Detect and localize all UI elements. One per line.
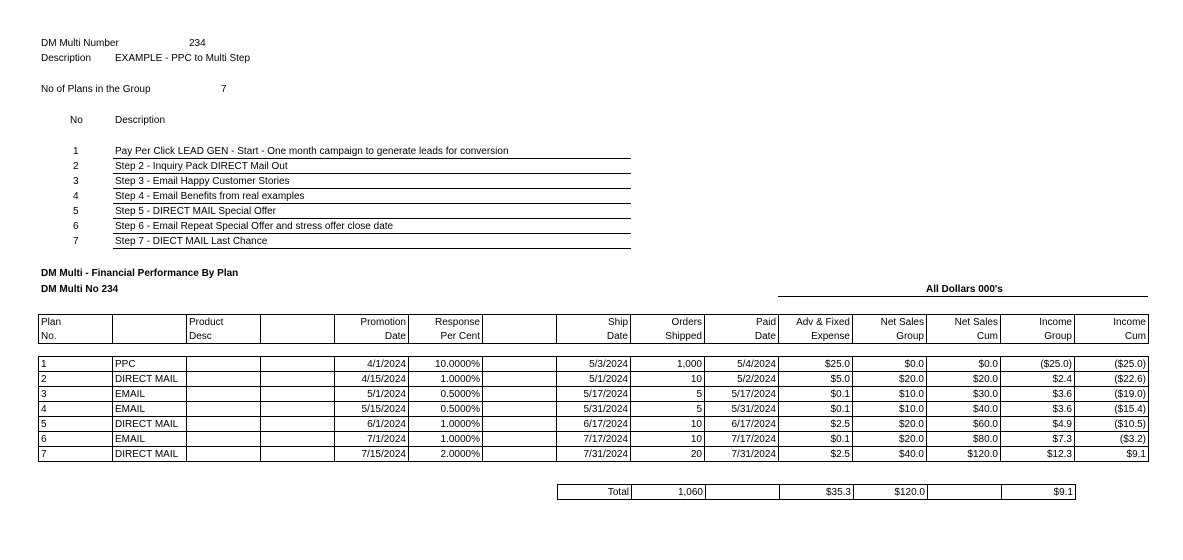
table-row-cell: $10.0 — [853, 402, 927, 417]
plan-list-desc: Step 2 - Inquiry Pack DIRECT Mail Out — [115, 161, 288, 172]
table-row-cell — [261, 357, 335, 372]
table-row-cell: 7/17/2024 — [705, 432, 779, 447]
table-row-cell: 5/31/2024 — [705, 402, 779, 417]
table-row-cell: $20.0 — [853, 417, 927, 432]
table-row-cell: $80.0 — [927, 432, 1001, 447]
table-row-cell: $0.1 — [779, 402, 853, 417]
totals-paid — [706, 485, 780, 500]
table-row-cell: 10 — [631, 432, 705, 447]
table-row — [39, 417, 1149, 432]
table-row-cell: 6/17/2024 — [557, 417, 631, 432]
plans-count-value: 7 — [221, 84, 227, 95]
table-row-cell: 7/17/2024 — [557, 432, 631, 447]
plan-list-desc: Step 7 - DIECT MAIL Last Chance — [115, 236, 268, 247]
spacer-cell — [39, 344, 1149, 357]
table-row-cell — [187, 357, 261, 372]
table-row-cell — [261, 387, 335, 402]
plan-list-no: 7 — [73, 236, 79, 247]
table-row-cell: ($22.6) — [1075, 372, 1149, 387]
table-row-cell: 4 — [39, 402, 113, 417]
table-row-cell: $2.5 — [779, 447, 853, 462]
totals-net-sales-group: $120.0 — [854, 485, 928, 500]
table-row — [39, 447, 1149, 462]
financial-subtitle: DM Multi No 234 — [41, 284, 119, 295]
plan-list-desc-header: Description — [115, 115, 166, 126]
header-row-2-cell: No. — [39, 329, 113, 344]
table-row-cell: 4/1/2024 — [335, 357, 409, 372]
table-row — [39, 387, 1149, 402]
plan-list-underline — [113, 158, 631, 159]
table-row-cell: DIRECT MAIL — [113, 417, 187, 432]
dollars-note-underline — [778, 296, 1148, 297]
plan-list-desc: Step 6 - Email Repeat Special Offer and stress offer close date — [115, 221, 394, 232]
table-row-cell: ($10.5) — [1075, 417, 1149, 432]
table-row-cell — [261, 447, 335, 462]
table-row-cell: 5/15/2024 — [335, 402, 409, 417]
table-row-cell: $0.0 — [927, 357, 1001, 372]
header-row-1-cell — [113, 315, 187, 330]
totals-orders: 1,060 — [632, 485, 706, 500]
plan-list-desc: Step 5 - DIRECT MAIL Special Offer — [115, 206, 276, 217]
table-row-cell: 6 — [39, 432, 113, 447]
plan-list-underline — [113, 248, 631, 249]
table-row-cell — [187, 432, 261, 447]
table-row-cell: 1.0000% — [409, 372, 483, 387]
table-row — [39, 432, 1149, 447]
totals-row — [558, 485, 1076, 500]
table-row-cell: $3.6 — [1001, 402, 1075, 417]
table-row-cell: 1 — [39, 357, 113, 372]
totals-table — [557, 484, 1076, 500]
table-row-cell: 0.5000% — [409, 402, 483, 417]
table-row-cell: 5/3/2024 — [557, 357, 631, 372]
header-row-1-cell: Product — [187, 315, 261, 330]
table-row-cell: 5/31/2024 — [557, 402, 631, 417]
totals-net-sales-cum — [928, 485, 1002, 500]
table-row-cell: DIRECT MAIL — [113, 372, 187, 387]
dm-multi-number-label: DM Multi Number — [41, 38, 119, 49]
table-row-cell: 3 — [39, 387, 113, 402]
header-row-1-cell: Income — [1001, 315, 1075, 330]
table-row-cell: $120.0 — [927, 447, 1001, 462]
header-row-2-cell: Cum — [1075, 329, 1149, 344]
table-row-cell: 20 — [631, 447, 705, 462]
header-row-2-cell: Date — [335, 329, 409, 344]
dm-multi-number-value: 234 — [189, 38, 206, 49]
table-row-cell — [261, 432, 335, 447]
table-row-cell: 5/17/2024 — [705, 387, 779, 402]
table-row-cell: 7/15/2024 — [335, 447, 409, 462]
table-row-cell: $3.6 — [1001, 387, 1075, 402]
header-row-2-cell — [113, 329, 187, 344]
table-row-cell — [187, 417, 261, 432]
table-row-cell: 7/1/2024 — [335, 432, 409, 447]
totals-income-group: $9.1 — [1002, 485, 1076, 500]
table-row — [39, 372, 1149, 387]
header-row-1 — [39, 315, 1149, 330]
table-row-cell — [187, 447, 261, 462]
table-row-cell — [483, 357, 557, 372]
table-row — [39, 357, 1149, 372]
table-row-cell: 5 — [39, 417, 113, 432]
table-row-cell — [483, 402, 557, 417]
plan-list-no: 2 — [73, 161, 79, 172]
totals-adv-fixed: $35.3 — [780, 485, 854, 500]
header-row-2-cell: Cum — [927, 329, 1001, 344]
table-row-cell: $30.0 — [927, 387, 1001, 402]
dollars-note: All Dollars 000's — [926, 284, 1003, 295]
table-row-cell: 6/17/2024 — [705, 417, 779, 432]
plan-list-no: 1 — [73, 146, 79, 157]
table-row-cell: 4/15/2024 — [335, 372, 409, 387]
table-row-cell: ($19.0) — [1075, 387, 1149, 402]
table-row-cell — [483, 372, 557, 387]
table-row-cell: 10 — [631, 417, 705, 432]
header-row-2 — [39, 329, 1149, 344]
financial-table — [38, 314, 1149, 462]
table-row-cell: $0.1 — [779, 432, 853, 447]
table-row-cell: 2.0000% — [409, 447, 483, 462]
plan-list-no: 6 — [73, 221, 79, 232]
table-row-cell: EMAIL — [113, 402, 187, 417]
table-row-cell — [187, 372, 261, 387]
plan-list-desc: Step 3 - Email Happy Customer Stories — [115, 176, 290, 187]
table-row-cell: 7/31/2024 — [557, 447, 631, 462]
table-row-cell — [483, 447, 557, 462]
plan-list-no: 3 — [73, 176, 79, 187]
header-row-2-cell: Group — [1001, 329, 1075, 344]
header-row-1-cell — [483, 315, 557, 330]
table-row-cell: ($25.0) — [1001, 357, 1075, 372]
table-row — [39, 402, 1149, 417]
table-row-cell: 5 — [631, 387, 705, 402]
table-row-cell — [261, 417, 335, 432]
table-row-cell: 10 — [631, 372, 705, 387]
header-row-1-cell: Response — [409, 315, 483, 330]
header-row-1-cell: Paid — [705, 315, 779, 330]
table-row-cell: 5/17/2024 — [557, 387, 631, 402]
table-row-cell: $12.3 — [1001, 447, 1075, 462]
table-row-cell: 1.0000% — [409, 417, 483, 432]
header-row-2-cell — [261, 329, 335, 344]
plan-list-underline — [113, 188, 631, 189]
table-row-cell: $2.5 — [779, 417, 853, 432]
table-row-cell: 10.0000% — [409, 357, 483, 372]
table-row-cell: $10.0 — [853, 387, 927, 402]
plan-list-no: 4 — [73, 191, 79, 202]
description-label: Description — [41, 53, 92, 64]
table-row-cell: 1,000 — [631, 357, 705, 372]
table-row-cell — [483, 387, 557, 402]
plan-list-no-header: No — [70, 115, 83, 126]
table-row-cell: $0.1 — [779, 387, 853, 402]
table-row-cell: $20.0 — [853, 372, 927, 387]
table-row-cell — [187, 387, 261, 402]
table-row-cell: 0.5000% — [409, 387, 483, 402]
table-row-cell: $5.0 — [779, 372, 853, 387]
header-row-2-cell: Date — [557, 329, 631, 344]
table-row-cell: $60.0 — [927, 417, 1001, 432]
plan-list-desc: Pay Per Click LEAD GEN - Start - One month campaign to generate leads for conversion — [115, 146, 509, 157]
table-row-cell — [261, 402, 335, 417]
table-row-cell: DIRECT MAIL — [113, 447, 187, 462]
header-row-2-cell: Group — [853, 329, 927, 344]
table-row-cell: $0.0 — [853, 357, 927, 372]
table-row-cell: ($3.2) — [1075, 432, 1149, 447]
table-row-cell: $20.0 — [927, 372, 1001, 387]
plan-list-underline — [113, 203, 631, 204]
header-row-2-cell: Expense — [779, 329, 853, 344]
header-row-1-cell: Ship — [557, 315, 631, 330]
header-row-1-cell: Adv & Fixed — [779, 315, 853, 330]
header-row-1-cell: Income — [1075, 315, 1149, 330]
table-row-cell: 7 — [39, 447, 113, 462]
table-row-cell: PPC — [113, 357, 187, 372]
table-row-cell — [483, 417, 557, 432]
header-row-1-cell — [261, 315, 335, 330]
plan-list-desc: Step 4 - Email Benefits from real examples — [115, 191, 305, 202]
table-row-cell — [261, 372, 335, 387]
plans-count-label: No of Plans in the Group — [41, 84, 151, 95]
table-row-cell: 7/31/2024 — [705, 447, 779, 462]
table-row-cell: 5/1/2024 — [335, 387, 409, 402]
table-row-cell: 2 — [39, 372, 113, 387]
header-row-1-cell: Orders — [631, 315, 705, 330]
table-row-cell: $40.0 — [853, 447, 927, 462]
table-row-cell: $20.0 — [853, 432, 927, 447]
plan-list-underline — [113, 233, 631, 234]
table-row-cell: $40.0 — [927, 402, 1001, 417]
header-row-2-cell: Desc — [187, 329, 261, 344]
table-row-cell: $2.4 — [1001, 372, 1075, 387]
table-row-cell: ($25.0) — [1075, 357, 1149, 372]
description-value: EXAMPLE - PPC to Multi Step — [115, 53, 251, 64]
header-row-2-cell: Shipped — [631, 329, 705, 344]
header-row-1-cell: Promotion — [335, 315, 409, 330]
table-row-cell: 5/2/2024 — [705, 372, 779, 387]
financial-title: DM Multi - Financial Performance By Plan — [41, 268, 239, 279]
header-row-1-cell: Net Sales — [853, 315, 927, 330]
table-row-cell: 5 — [631, 402, 705, 417]
table-row-cell: EMAIL — [113, 432, 187, 447]
table-row-cell: $7.3 — [1001, 432, 1075, 447]
table-row-cell — [187, 402, 261, 417]
table-row-cell: $9.1 — [1075, 447, 1149, 462]
table-row-cell: $4.9 — [1001, 417, 1075, 432]
table-row-cell: 6/1/2024 — [335, 417, 409, 432]
totals-label: Total — [558, 485, 632, 500]
table-row-cell: EMAIL — [113, 387, 187, 402]
table-row-cell: 5/1/2024 — [557, 372, 631, 387]
header-row-1-cell: Net Sales — [927, 315, 1001, 330]
table-row-cell: ($15.4) — [1075, 402, 1149, 417]
plan-list-underline — [113, 173, 631, 174]
spacer-row — [39, 344, 1149, 357]
header-row-2-cell — [483, 329, 557, 344]
plan-list-no: 5 — [73, 206, 79, 217]
table-row-cell: 5/4/2024 — [705, 357, 779, 372]
header-row-2-cell: Date — [705, 329, 779, 344]
header-row-1-cell: Plan — [39, 315, 113, 330]
table-row-cell: $25.0 — [779, 357, 853, 372]
table-row-cell — [483, 432, 557, 447]
header-row-2-cell: Per Cent — [409, 329, 483, 344]
plan-list-underline — [113, 218, 631, 219]
table-row-cell: 1.0000% — [409, 432, 483, 447]
